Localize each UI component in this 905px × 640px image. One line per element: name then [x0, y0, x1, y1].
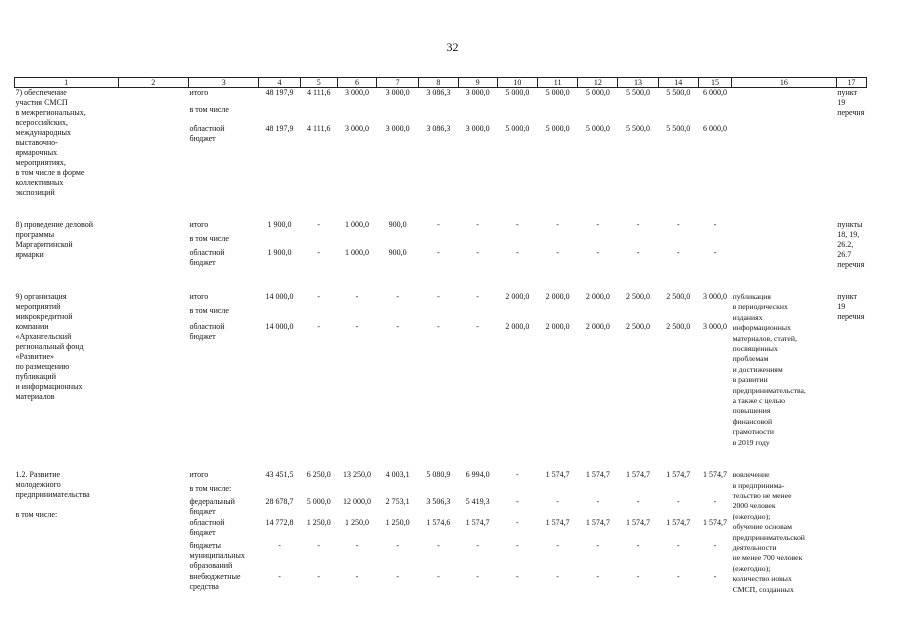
amount-cell: - [713, 572, 717, 582]
amount-cell: 3 000,0 [465, 88, 490, 97]
amount-cell: - [556, 220, 559, 229]
amount-cell [698, 484, 731, 498]
amount-cell: 5 000,0 [306, 497, 331, 507]
amount-cell: 2 000,0 [545, 292, 570, 301]
amount-cell: 43 451,5 [265, 470, 294, 480]
amount-cell: 2 753,1 [385, 497, 410, 507]
amount-cell [537, 105, 577, 125]
amount-cell: 2 000,0 [505, 322, 530, 332]
amount-cell [337, 306, 376, 322]
spacer-cell [15, 448, 867, 470]
amount-cell: - [355, 292, 359, 301]
column-header: 12 [578, 78, 618, 88]
funding-source: итого [189, 88, 209, 97]
amount-cell: - [713, 248, 717, 258]
amount-cell: 6 000,0 [703, 88, 727, 97]
amount-cell: 1 250,0 [344, 517, 369, 527]
amount-cell [419, 306, 458, 322]
section-1 [15, 88, 867, 221]
amount-cell: - [396, 572, 400, 582]
amount-cell: - [317, 292, 321, 301]
amount-cell: 5 000,0 [505, 88, 530, 97]
funding-source: итого [189, 470, 209, 480]
budget-table [14, 77, 867, 595]
column-header: 14 [658, 78, 698, 88]
amount-cell [419, 105, 458, 125]
amount-cell [458, 105, 497, 125]
reference-list-item [836, 470, 866, 595]
table-row [15, 292, 867, 306]
amount-cell: - [516, 470, 519, 480]
amount-cell: 3 000,0 [344, 88, 369, 97]
amount-cell: 3 000,0 [344, 124, 369, 134]
amount-cell: 900,0 [388, 220, 407, 229]
amount-cell [259, 306, 300, 322]
amount-cell: 14 000,0 [265, 322, 294, 332]
amount-cell: - [476, 322, 479, 332]
amount-cell [377, 234, 419, 248]
amount-cell [497, 234, 537, 248]
executor-cell [118, 470, 188, 595]
executor-cell [118, 220, 188, 270]
amount-cell: 5 500,0 [666, 124, 691, 134]
section-2 [15, 220, 867, 292]
amount-cell: 1 574,7 [585, 470, 610, 480]
amount-cell [578, 105, 618, 125]
column-header: 15 [698, 78, 731, 88]
amount-cell [618, 306, 658, 322]
amount-cell: - [713, 220, 717, 229]
activity-name: 8) проведение деловой программы Маргаритинской ярмарки [15, 220, 93, 259]
amount-cell [419, 234, 458, 248]
amount-cell: 1 250,0 [385, 517, 410, 527]
amount-cell: - [596, 572, 600, 582]
funding-source: областной бюджет [189, 322, 225, 342]
amount-cell: 14 000,0 [265, 292, 294, 301]
amount-cell: - [396, 322, 400, 332]
amount-cell: - [596, 248, 600, 258]
amount-cell: - [676, 572, 680, 582]
amount-cell: - [396, 292, 400, 301]
amount-cell: 1 574,7 [703, 517, 727, 527]
amount-cell [300, 105, 337, 125]
amount-cell: 5 000,0 [585, 124, 610, 134]
amount-cell: - [676, 248, 680, 258]
amount-cell: 5 000,0 [505, 124, 530, 134]
column-header: 4 [259, 78, 300, 88]
amount-cell [537, 306, 577, 322]
amount-cell: - [636, 248, 640, 258]
table-row [15, 470, 867, 484]
table-row [15, 220, 867, 234]
amount-cell [458, 306, 497, 322]
executor-cell [118, 88, 188, 199]
amount-cell: 28 678,7 [265, 497, 294, 507]
amount-cell: 3 000,0 [703, 292, 727, 301]
amount-cell [300, 234, 337, 248]
reference-list-item: пункт 19 перечня [837, 292, 865, 321]
amount-cell: - [636, 497, 640, 507]
amount-cell: 48 197,9 [265, 88, 294, 97]
column-header: 9 [458, 78, 497, 88]
amount-cell: - [317, 220, 321, 229]
spacer-cell [15, 270, 867, 292]
amount-cell: 13 250,0 [342, 470, 371, 480]
amount-cell: 2 000,0 [585, 322, 610, 332]
amount-cell: 3 000,0 [703, 322, 727, 332]
amount-cell: - [516, 497, 519, 507]
amount-cell: 1 574,7 [626, 470, 651, 480]
amount-cell: - [437, 572, 440, 582]
amount-cell: - [596, 497, 600, 507]
amount-cell: 900,0 [388, 248, 407, 258]
amount-cell [259, 105, 300, 125]
funding-source: областной бюджет [189, 124, 225, 144]
amount-cell [698, 105, 731, 125]
amount-cell: 1 000,0 [344, 220, 369, 229]
amount-cell: - [556, 248, 559, 258]
column-header: 6 [337, 78, 376, 88]
table-row [15, 88, 867, 105]
amount-cell: - [596, 540, 600, 550]
amount-cell: 1 900,0 [267, 220, 292, 229]
amount-cell: 3 086,3 [426, 88, 451, 97]
amount-cell: 2 500,0 [626, 322, 651, 332]
executor-cell [118, 292, 188, 448]
amount-cell: 1 574,7 [703, 470, 727, 480]
amount-cell: - [437, 248, 440, 258]
amount-cell: 2 000,0 [585, 292, 610, 301]
amount-cell: 4 003,1 [385, 470, 410, 480]
amount-cell: 2 500,0 [626, 292, 651, 301]
amount-cell: 3 000,0 [385, 88, 410, 97]
funding-source: в том числе [189, 234, 229, 244]
amount-cell [618, 105, 658, 125]
amount-cell: 1 574,6 [426, 517, 451, 527]
amount-cell: 2 000,0 [505, 292, 530, 301]
amount-cell: 6 994,0 [465, 470, 490, 480]
funding-source: федеральный бюджет [189, 497, 235, 517]
amount-cell [300, 306, 337, 322]
page-number: 32 [446, 40, 459, 54]
amount-cell: - [713, 497, 717, 507]
column-header: 5 [300, 78, 337, 88]
amount-cell: 14 772,8 [265, 517, 294, 527]
amount-cell: - [355, 572, 359, 582]
amount-cell [337, 234, 376, 248]
amount-cell [698, 306, 731, 322]
amount-cell [259, 234, 300, 248]
amount-cell: 4 111,6 [307, 124, 331, 134]
amount-cell: - [317, 322, 321, 332]
column-number-row [15, 78, 867, 88]
funding-source: итого [189, 292, 209, 301]
amount-cell [658, 484, 698, 498]
column-header: 10 [497, 78, 537, 88]
amount-cell: 2 500,0 [666, 292, 691, 301]
amount-cell: 1 574,7 [666, 517, 691, 527]
amount-cell: - [516, 220, 519, 229]
activity-name: 1.2. Развитие молодежного предпринимательства в том числе: [15, 470, 90, 520]
amount-cell: 3 000,0 [385, 124, 410, 134]
column-header: 3 [189, 78, 259, 88]
amount-cell: 1 250,0 [306, 517, 331, 527]
column-header: 11 [537, 78, 577, 88]
funding-source: итого [189, 220, 209, 229]
column-header: 16 [732, 78, 837, 88]
amount-cell: - [437, 292, 440, 301]
amount-cell: - [278, 572, 281, 582]
amount-cell: 5 419,3 [465, 497, 490, 507]
amount-cell: 4 111,6 [307, 88, 331, 97]
reference-list-item: пункт 19 перечня [837, 88, 865, 117]
amount-cell: - [596, 220, 600, 229]
amount-cell [497, 306, 537, 322]
amount-cell: 1 574,7 [545, 470, 570, 480]
amount-cell [259, 484, 300, 498]
amount-cell [497, 484, 537, 498]
amount-cell [658, 306, 698, 322]
amount-cell: - [516, 517, 519, 527]
amount-cell: - [317, 572, 321, 582]
activity-name: 7) обеспечение участия СМСП в межрегиональных, всероссийских, международных выставочно- ярмарочных мероприятиях, в том числе в форме коллективных экспозиций [15, 88, 86, 197]
funding-source: областной бюджет [189, 517, 225, 537]
column-header: 1 [15, 78, 119, 88]
amount-cell: 1 574,7 [465, 517, 490, 527]
amount-cell: - [636, 540, 640, 550]
amount-cell: 1 000,0 [344, 248, 369, 258]
amount-cell [300, 484, 337, 498]
amount-cell: - [476, 540, 479, 550]
amount-cell [337, 105, 376, 125]
amount-cell: 3 000,0 [465, 124, 490, 134]
column-header: 8 [419, 78, 458, 88]
amount-cell [658, 234, 698, 248]
expected-result [732, 220, 837, 270]
amount-cell: 5 000,0 [545, 124, 570, 134]
amount-cell: 1 574,7 [545, 517, 570, 527]
amount-cell: - [355, 540, 359, 550]
amount-cell: 2 500,0 [666, 322, 691, 332]
amount-cell: - [317, 540, 321, 550]
amount-cell: 5 500,0 [666, 88, 691, 97]
amount-cell: - [636, 572, 640, 582]
amount-cell: - [676, 220, 680, 229]
reference-list-item: пункты 18, 19, 26.2, 26.7 перечня [837, 220, 865, 269]
amount-cell: 1 574,7 [666, 470, 691, 480]
amount-cell [377, 484, 419, 498]
amount-cell [537, 484, 577, 498]
amount-cell: - [676, 497, 680, 507]
amount-cell [419, 484, 458, 498]
amount-cell: 6 000,0 [703, 124, 727, 134]
amount-cell: 12 000,0 [342, 497, 371, 507]
amount-cell: - [676, 540, 680, 550]
amount-cell [698, 234, 731, 248]
amount-cell [618, 484, 658, 498]
amount-cell [658, 105, 698, 125]
funding-source: в том числе [189, 306, 229, 316]
expected-result [732, 88, 837, 199]
amount-cell: - [516, 540, 519, 550]
amount-cell: - [636, 220, 640, 229]
amount-cell [578, 484, 618, 498]
funding-source: в том числе: [189, 483, 232, 493]
amount-cell [458, 234, 497, 248]
amount-cell [578, 234, 618, 248]
amount-cell [497, 105, 537, 125]
section-spacer [15, 198, 867, 220]
amount-cell: 5 000,0 [585, 88, 610, 97]
amount-cell: - [713, 540, 717, 550]
amount-cell: 1 574,7 [626, 517, 651, 527]
amount-cell: 1 574,7 [585, 517, 610, 527]
amount-cell: - [437, 540, 440, 550]
amount-cell: 1 900,0 [267, 248, 292, 258]
activity-name: 9) организация мероприятий микрокредитной компании «Архангельский региональный фонд «Развитие» по размещению публикаций и информационных материалов [15, 292, 84, 401]
amount-cell [377, 306, 419, 322]
amount-cell [377, 105, 419, 125]
amount-cell: - [355, 322, 359, 332]
amount-cell: - [317, 248, 321, 258]
column-header: 13 [618, 78, 658, 88]
amount-cell: - [516, 572, 519, 582]
column-header: 17 [836, 78, 866, 88]
amount-cell [618, 234, 658, 248]
amount-cell [337, 484, 376, 498]
amount-cell: - [476, 572, 479, 582]
spacer-cell [15, 198, 867, 220]
funding-source: внебюджетные средства [189, 572, 241, 592]
amount-cell: 3 506,3 [426, 497, 451, 507]
section-spacer [15, 448, 867, 470]
amount-cell: - [476, 292, 479, 301]
column-header: 2 [118, 78, 188, 88]
amount-cell: - [437, 220, 440, 229]
section-4 [15, 470, 867, 595]
amount-cell: 3 086,3 [426, 124, 451, 134]
amount-cell [537, 234, 577, 248]
funding-source: в том числе [189, 104, 229, 114]
amount-cell: - [437, 322, 440, 332]
amount-cell: 5 000,0 [545, 88, 570, 97]
amount-cell: 2 000,0 [545, 322, 570, 332]
section-spacer [15, 270, 867, 292]
amount-cell [458, 484, 497, 498]
expected-result: публикация в периодических изданиях информационных материалов, статей, посвященных проблемам и достижениям в развитии предпринимательства, а также с целью повышения финансовой грамотности в 2019 году [732, 292, 806, 447]
amount-cell: - [396, 540, 400, 550]
amount-cell: - [516, 248, 519, 258]
amount-cell: - [556, 540, 559, 550]
amount-cell: - [556, 572, 559, 582]
amount-cell: - [476, 220, 479, 229]
funding-source: бюджеты муниципальных образований [189, 540, 245, 570]
amount-cell: 5 500,0 [626, 88, 651, 97]
amount-cell: - [476, 248, 479, 258]
amount-cell: 48 197,9 [265, 124, 294, 134]
amount-cell: - [278, 540, 281, 550]
amount-cell: 5 080,9 [426, 470, 451, 480]
amount-cell: 5 500,0 [626, 124, 651, 134]
amount-cell: - [556, 497, 559, 507]
amount-cell [578, 306, 618, 322]
column-header: 7 [377, 78, 419, 88]
amount-cell: 6 250,0 [306, 470, 331, 480]
funding-source: областной бюджет [189, 248, 225, 268]
expected-result: вовлечение в предпринима- тельство не менее 2000 человек (ежегодно); обучение основам предпринимательской деятельности не менее 700 человек (ежегодно); количество новых СМСП, созданных [732, 470, 805, 594]
section-3 [15, 292, 867, 470]
